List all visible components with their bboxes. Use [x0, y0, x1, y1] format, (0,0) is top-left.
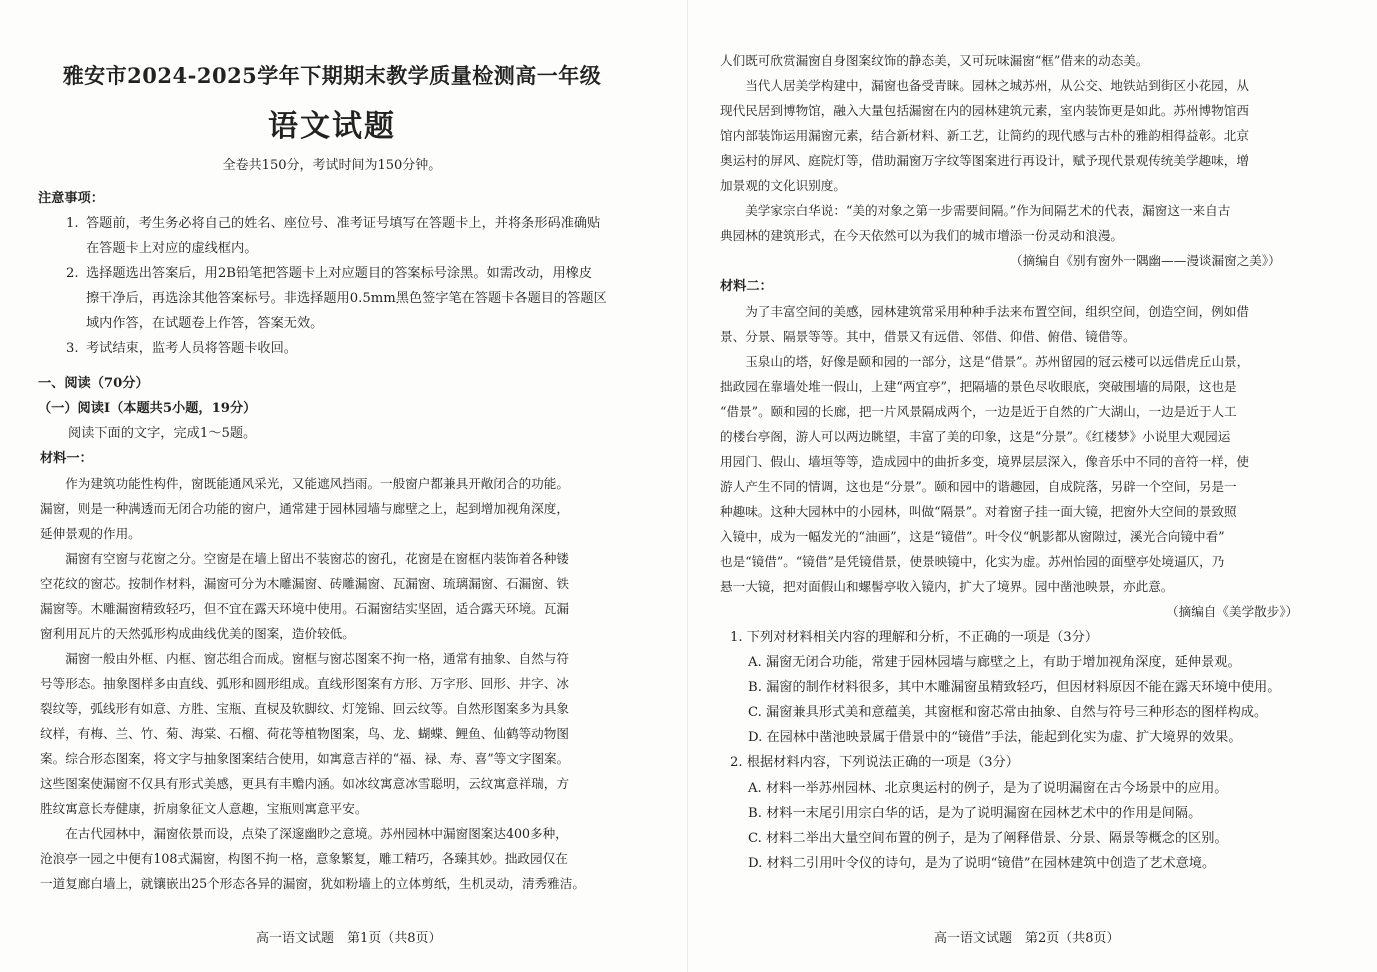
text-line: 漏窗有空窗与花窗之分。空窗是在墙上留出不装窗芯的窗孔，花窗是在窗框内装饰着各种镂: [40, 551, 569, 566]
text-line: 玉泉山的塔，好像是颐和园的一部分，这是“借景”。苏州留园的冠云楼可以远借虎丘山景，: [720, 354, 1250, 369]
page-divider: [687, 0, 688, 972]
text-line: 典园林的建筑形式，在今天依然可以为我们的城市增添一份灵动和浪漫。: [720, 228, 1123, 243]
subject-title: 语文试题: [268, 109, 396, 144]
text-line: 用园门、假山、墙垣等等，造成园中的曲折多变，境界层层深入，像音乐中不同的音符一样，使: [720, 454, 1249, 469]
page-2: [690, 0, 1377, 972]
notice-item: [66, 261, 607, 336]
text-line: 入镜中，成为一幅发光的“油画”，这是“镜借”。叶令仪“帆影都从窗隙过，溪光合向镜中看”: [720, 529, 1225, 544]
text-line: 现代民居到博物馆，融入大量包括漏窗在内的园林建筑元素，室内装饰更是如此。苏州博物馆西: [720, 103, 1249, 118]
page-1: [0, 0, 686, 972]
question-1-stem: 1. 下列对材料相关内容的理解和分析，不正确的一项是（3分）: [730, 630, 1099, 645]
text-line: 拙政园在靠墙处堆一假山，上建“两宜亭”，把隔墙的景色尽收眼底，突破围墙的局限，这也是: [720, 379, 1237, 394]
question-2-option: A. 材料一举苏州园林、北京奥运村的例子，是为了说明漏窗在古今场景中的应用。: [748, 781, 1228, 796]
notice-line: 答题前，考生务必将自己的姓名、座位号、准考证号填写在答题卡上，并将条形码准确贴: [86, 216, 601, 231]
text-line: 馆内部装饰运用漏窗元素，结合新材料、新工艺，让简约的现代感与古朴的雅韵相得益彰。北京: [720, 128, 1249, 143]
notice-number: 2.: [66, 266, 79, 281]
text-line: 漏窗等。木雕漏窗精致轻巧，但不宜在露天环境中使用。石漏窗结实坚固，适合露天环境。瓦漏: [40, 601, 569, 616]
text-line: 窗利用瓦片的天然弧形构成曲线优美的图案，造价较低。: [40, 626, 355, 641]
exam-info: 全卷共150分，考试时间为150分钟。: [222, 158, 442, 173]
notice-title: 注意事项：: [38, 191, 104, 206]
page-footer: 高一语文试题 第2页（共8页）: [934, 931, 1120, 946]
material-1-text-cont: [720, 48, 1249, 248]
text-line: 也是“镜借”。“镜借”是凭镜借景，使景映镜中，化实为虚。苏州怡园的面壁亭处境逼仄，乃: [720, 554, 1225, 569]
text-line: 种趣味。这种大园林中的小园林，叫做“隔景”。对着窗子挂一面大镜，把窗外大空间的景致照: [720, 504, 1237, 519]
notice-number: 3.: [66, 341, 79, 356]
question-1-option: B. 漏窗的制作材料很多，其中木雕漏窗虽精致轻巧，但因材料原因不能在露天环境中使用。: [748, 680, 1281, 695]
text-line: 裂纹等，弧线形有如意、方胜、宝瓶、直棂及软脚纹、灯笼锦、回云纹等。自然形图案多为具象: [40, 701, 569, 716]
text-line: 漏窗，则是一种满透而无闭合功能的窗户，通常建于园林园墙与廊壁之上，起到增加视角深度，: [40, 501, 569, 516]
material-2-text: [720, 299, 1249, 599]
text-line: 景、分景、隔景等等。其中，借景又有远借、邻借、仰借、俯借、镜借等。: [720, 329, 1136, 344]
notice-line: 擦干净后，再选涂其他答案标号。非选择题用0.5mm黑色签字笔在答题卡各题目的答题区: [86, 291, 607, 306]
text-line: 游人产生不同的情调，这也是“分景”。颐和园中的谐趣园，自成院落，另辟一个空间，另是一: [720, 479, 1237, 494]
notice-line: 考试结束，监考人员将答题卡收回。: [86, 341, 297, 356]
material-1-text: [40, 471, 585, 896]
text-line: 悬一大镜，把对面假山和螺髻亭收入镜内，扩大了境界。园中凿池映景，亦此意。: [720, 579, 1174, 594]
text-line: 美学家宗白华说：“美的对象之第一步需要间隔。”作为间隔艺术的代表，漏窗这一来自古: [720, 203, 1231, 218]
instruction: 阅读下面的文字，完成1～5题。: [68, 426, 257, 441]
text-line: 号等形态。抽象图样多由直线、弧形和圆形组成。直线形图案有方形、万字形、回形、井字、冰: [40, 676, 569, 691]
material-2-label: 材料二：: [720, 279, 773, 294]
notice-line: 域内作答，在试题卷上作答，答案无效。: [86, 316, 324, 331]
text-line: 在古代园林中，漏窗依景而设，点染了深邃幽眇之意境。苏州园林中漏窗图案达400多种，: [40, 826, 568, 841]
question-2-stem: 2. 根据材料内容，下列说法正确的一项是（3分）: [730, 755, 1019, 770]
text-line: 这些图案使漏窗不仅具有形式美感，更具有丰赡内涵。如冰纹寓意冰雪聪明，云纹寓意祥瑞，方: [40, 776, 569, 791]
text-line: 为了丰富空间的美感，园林建筑常采用种种手法来布置空间，组织空间，创造空间，例如借: [720, 304, 1249, 319]
text-line: 案。综合形态图案，将文字与抽象图案结合使用，如寓意吉祥的“福、禄、寿、喜”等文字图案。: [40, 751, 570, 766]
text-line: 沧浪亭一园之中便有108式漏窗，构图不拘一格，意象繁复，雕工精巧，各臻其妙。拙政园仅在: [40, 851, 568, 866]
question-1-option: D. 在园林中凿池映景属于借景中的“镜借”手法，能起到化实为虚、扩大境界的效果。: [748, 730, 1242, 745]
text-line: 延伸景观的作用。: [40, 526, 141, 541]
subsection-heading: （一）阅读Ⅰ（本题共5小题，19分）: [38, 401, 257, 416]
text-line: 纹样，有梅、兰、竹、菊、海棠、石榴、荷花等植物图案，鸟、龙、蝴蝶、鲤鱼、仙鹤等动物图: [40, 726, 569, 741]
section-heading: 一、阅读（70分）: [38, 376, 149, 391]
notice-line: 选择题选出答案后，用2B铅笔把答题卡上对应题目的答案标号涂黑。如需改动，用橡皮: [86, 266, 593, 281]
material-1-label: 材料一：: [40, 451, 93, 466]
text-line: 奥运村的屏风、庭院灯等，借助漏窗万字纹等图案进行再设计，赋予现代景观传统美学趣味，增: [720, 153, 1249, 168]
page-footer: 高一语文试题 第1页（共8页）: [256, 931, 442, 946]
text-line: 胜纹寓意长寿健康，折扇象征文人意趣，宝瓶则寓意平安。: [40, 801, 368, 816]
text-line: 人们既可欣赏漏窗自身图案纹饰的静态美，又可玩味漏窗“框”借来的动态美。: [720, 53, 1149, 68]
text-line: “借景”。颐和园的长廊，把一片风景隔成两个，一边是近于自然的广大湖山，一边是近于人工: [720, 404, 1237, 419]
notice-line: 在答题卡上对应的虚线框内。: [86, 241, 258, 256]
text-line: 加景观的文化识别度。: [720, 178, 846, 193]
question-2-option: D. 材料二引用叶令仪的诗句，是为了说明“镜借”在园林建筑中创造了艺术意境。: [748, 856, 1216, 871]
source-citation: （摘编自《别有窗外一隅幽——漫谈漏窗之美》）: [1010, 253, 1281, 268]
text-line: 一道复廊白墙上，就镶嵌出25个形态各异的漏窗，犹如粉墙上的立体剪纸，生机灵动，清秀雅洁。: [40, 876, 585, 891]
question-2-option: C. 材料二举出大量空间布置的例子，是为了阐释借景、分景、隔景等概念的区别。: [748, 831, 1228, 846]
text-line: 当代人居美学构建中，漏窗也备受青睐。园林之城苏州，从公交、地铁站到街区小花园，从: [720, 78, 1249, 93]
notice-item: [66, 336, 297, 361]
question-1-option: A. 漏窗无闭合功能，常建于园林园墙与廊壁之上，有助于增加视角深度，延伸景观。: [748, 655, 1241, 670]
text-line: 作为建筑功能性构件，窗既能通风采光，又能遮风挡雨。一般窗户都兼具开敞闭合的功能。: [40, 476, 569, 491]
notice-number: 1.: [66, 216, 79, 231]
text-line: 空花纹的窗芯。按制作材料，漏窗可分为木雕漏窗、砖雕漏窗、瓦漏窗、琉璃漏窗、石漏窗、铁: [40, 576, 569, 591]
source-citation: （摘编自《美学散步》）: [1166, 604, 1299, 619]
notice-item: [66, 211, 600, 261]
text-line: 的楼台亭阁，游人可以两边眺望，丰富了美的印象，这是“分景”。《红楼梦》小说里大观园运: [720, 429, 1231, 444]
exam-title: 雅安市2024-2025学年下期期末教学质量检测高一年级: [62, 63, 602, 88]
question-2-option: B. 材料一末尾引用宗白华的话，是为了说明漏窗在园林艺术中的作用是间隔。: [748, 806, 1202, 821]
question-1-option: C. 漏窗兼具形式美和意蕴美，其窗框和窗芯常由抽象、自然与符号三种形态的图样构成。: [748, 705, 1268, 720]
text-line: 漏窗一般由外框、内框、窗芯组合而成。窗框与窗芯图案不拘一格，通常有抽象、自然与符: [40, 651, 569, 666]
